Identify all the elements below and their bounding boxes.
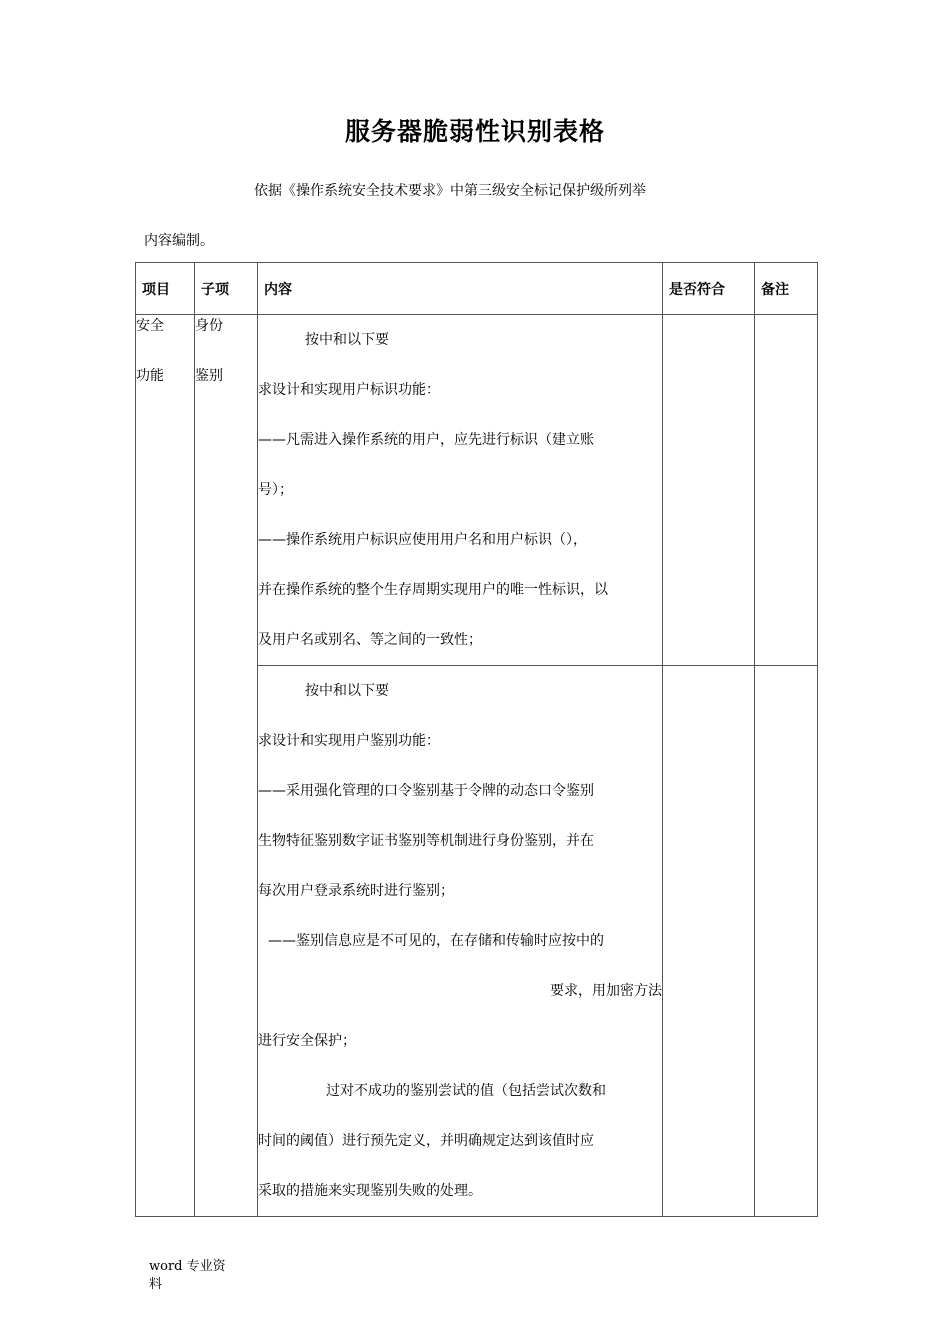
footer-line-1: word 专业资 — [149, 1259, 226, 1274]
table-header-row — [136, 263, 818, 315]
content-line: 采取的措施来实现鉴别失败的处理。 — [258, 1183, 482, 1199]
content-cell-identification — [258, 315, 663, 666]
content-line: 要求，用加密方法 — [550, 983, 662, 999]
remarks-cell — [755, 666, 818, 1217]
content-line: 进行安全保护； — [258, 1033, 356, 1049]
content-line: ——凡需进入操作系统的用户，应先进行标识（建立账 — [258, 432, 594, 448]
header-compliance: 是否符合 — [663, 263, 755, 315]
content-line: 求设计和实现用户标识功能： — [258, 382, 440, 398]
header-item: 项目 — [136, 263, 195, 315]
subtitle-line-1: 依据《操作系统安全技术要求》中第三级安全标记保护级所列举 — [254, 183, 646, 199]
content-line: 过对不成功的鉴别尝试的值（包括尝试次数和 — [326, 1083, 606, 1099]
content-line: 每次用户登录系统时进行鉴别； — [258, 883, 454, 899]
category-line-1: 安全 — [136, 318, 164, 334]
compliance-cell — [663, 315, 755, 666]
footer-watermark — [149, 1258, 226, 1294]
compliance-cell — [663, 666, 755, 1217]
header-remarks: 备注 — [755, 263, 818, 315]
subitem-line-1: 身份 — [195, 318, 223, 334]
subitem-line-2: 鉴别 — [195, 368, 223, 384]
content-line: ——采用强化管理的口令鉴别基于令牌的动态口令鉴别 — [258, 783, 594, 799]
content-line: 按中和以下要 — [305, 332, 389, 348]
content-line: 生物特征鉴别数字证书鉴别等机制进行身份鉴别，并在 — [258, 833, 594, 849]
content-line: 按中和以下要 — [305, 683, 389, 699]
content-cell-authentication — [258, 666, 663, 1217]
content-line: ——鉴别信息应是不可见的，在存储和传输时应按中的 — [268, 933, 604, 949]
content-line: 时间的阈值）进行预先定义，并明确规定达到该值时应 — [258, 1133, 594, 1149]
header-subitem: 子项 — [195, 263, 258, 315]
category-cell — [136, 315, 195, 1217]
remarks-cell — [755, 315, 818, 666]
content-line: ——操作系统用户标识应使用用户名和用户标识（）， — [258, 532, 587, 548]
table-row — [136, 315, 818, 666]
content-line: 求设计和实现用户鉴别功能： — [258, 733, 440, 749]
document-title: 服务器脆弱性识别表格 — [344, 117, 605, 146]
footer-line-2: 料 — [149, 1277, 163, 1292]
content-line: 及用户名或别名、等之间的一致性； — [258, 632, 482, 648]
content-line: 号）； — [258, 482, 293, 498]
vulnerability-table — [135, 262, 818, 1217]
content-line: 并在操作系统的整个生存周期实现用户的唯一性标识，以 — [258, 582, 608, 598]
header-content: 内容 — [258, 263, 663, 315]
category-line-2: 功能 — [136, 368, 164, 384]
subtitle-line-2: 内容编制。 — [144, 233, 214, 249]
subitem-cell — [195, 315, 258, 1217]
